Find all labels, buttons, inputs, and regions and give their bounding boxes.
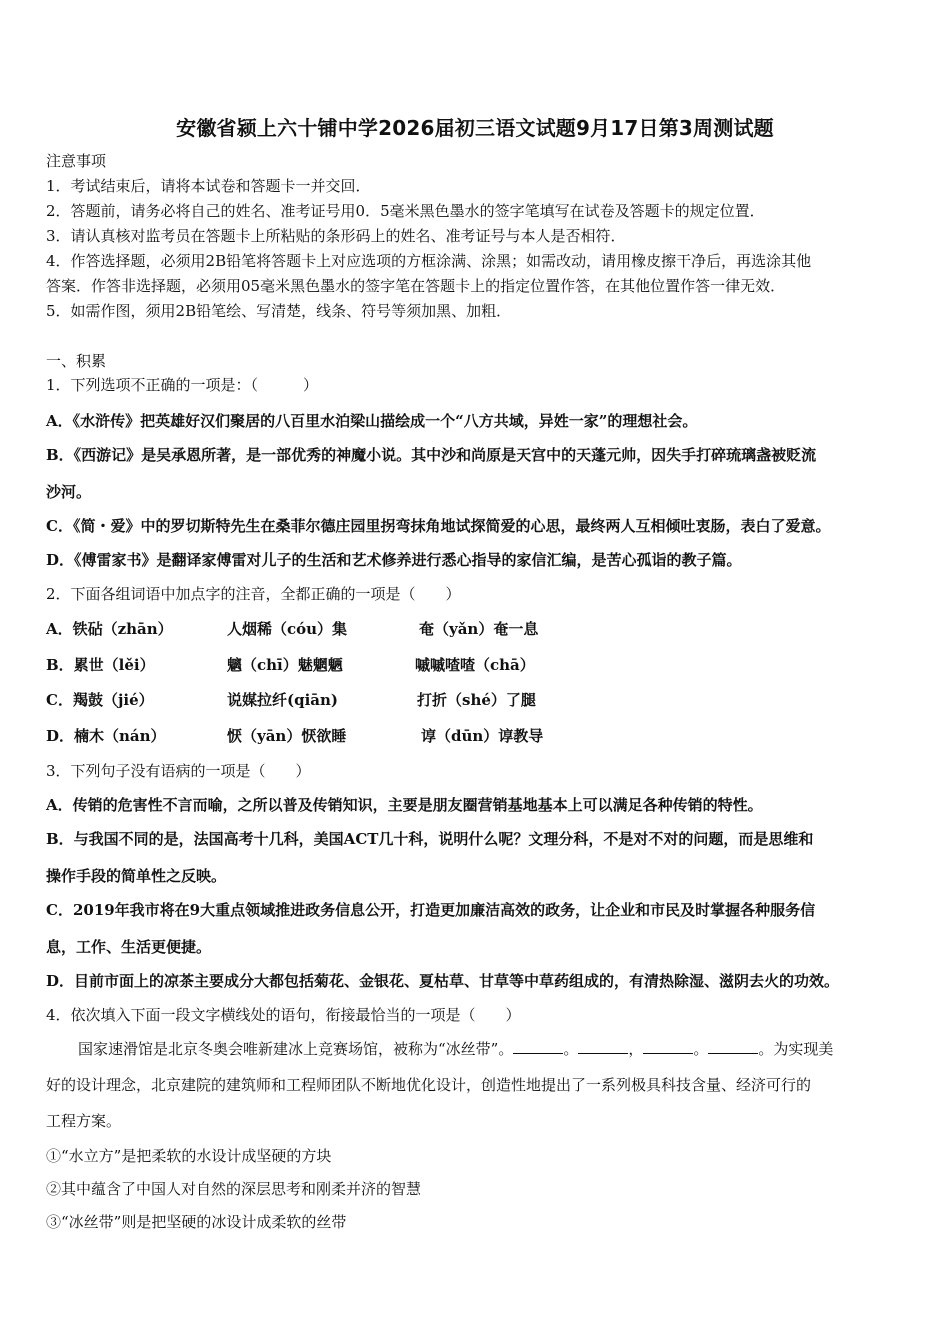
q1-option-d: D．《傅雷家书》是翻译家傅雷对儿子的生活和艺术修养进行悉心指导的家信汇编，是苦心孤诣的教子篇。 xyxy=(46,551,742,569)
q4-passage-line-2: 好的设计理念，北京建院的建筑师和工程师团队不断地优化设计，创造性地提出了一系列极具科技含量、经济可行的 xyxy=(46,1076,812,1094)
q4-sentence-option: ①“水立方”是把柔软的水设计成坚硬的方块 xyxy=(46,1147,332,1165)
q3-option-d: D．目前市面上的凉茶主要成分大都包括菊花、金银花、夏枯草、甘草等中草药组成的，有清热除湿、滋阴去火的功效。 xyxy=(46,972,840,990)
notice-item: 5．如需作图，须用2B铅笔绘、写清楚，线条、符号等须加黑、加粗． xyxy=(46,302,512,320)
q2-option-b-1: B．累世（lěi） xyxy=(46,656,155,674)
q4-passage-text: 。为实现美 xyxy=(758,1040,834,1058)
notice-item: 4．作答选择题，必须用2B铅笔将答题卡上对应选项的方框涂满、涂黑；如需改动，请用橡皮擦干净后，再选涂其他 xyxy=(46,252,812,270)
q2-option-b-3: 嘁嘁喳喳（chā） xyxy=(415,656,535,674)
q4-passage-text: 国家速滑馆是北京冬奥会唯新建冰上竞赛场馆，被称为“冰丝带”。 xyxy=(78,1040,514,1058)
answer-blank-3 xyxy=(643,1053,693,1054)
answer-blank-2 xyxy=(578,1053,628,1054)
notice-heading: 注意事项 xyxy=(46,152,107,170)
answer-blank-1 xyxy=(513,1053,563,1054)
q2-option-d-1: D．楠木（nán） xyxy=(46,727,166,745)
q2-option-a-3: 奄（yǎn）奄一息 xyxy=(419,620,539,638)
q1-option-a: A．《水浒传》把英雄好汉们聚居的八百里水泊梁山描绘成一个“八方共域，异姓一家”的理想社会。 xyxy=(46,412,698,430)
q1-option-b: B．《西游记》是吴承恩所著，是一部优秀的神魔小说。其中沙和尚原是天宫中的天蓬元帅，因失手打碎琉璃盏被贬流 xyxy=(46,446,817,464)
q2-option-a-1: A．铁砧（zhān） xyxy=(46,620,173,638)
q2-option-c-1: C．羯鼓（jié） xyxy=(46,691,154,709)
q2-option-b-2: 魑（chī）魅魍魉 xyxy=(227,656,343,674)
q2-option-d-3: 谆（dūn）谆教导 xyxy=(421,727,544,745)
q4-passage-line-3: 工程方案。 xyxy=(46,1112,122,1130)
q4-sentence-option: ③“冰丝带”则是把坚硬的冰设计成柔软的丝带 xyxy=(46,1213,347,1231)
q3-option-b: B．与我国不同的是，法国高考十几科，美国ACT几十科，说明什么呢？文理分科，不是对不对的问题，而是思维和 xyxy=(46,830,814,848)
q1-option-c: C．《简・爱》中的罗切斯特先生在桑菲尔德庄园里拐弯抹角地试探简爱的心思，最终两人互相倾吐衷肠，表白了爱意。 xyxy=(46,517,831,535)
q4-passage-line-1 xyxy=(46,1039,908,1059)
question-4-stem: 4．依次填入下面一段文字横线处的语句，衔接最恰当的一项是（ ） xyxy=(46,1006,521,1024)
q1-option-b-cont: 沙河。 xyxy=(46,483,92,501)
question-3-stem: 3．下列句子没有语病的一项是（ ） xyxy=(46,762,311,780)
notice-item: 1．考试结束后，请将本试卷和答题卡一并交回． xyxy=(46,177,371,195)
notice-item: 2．答题前，请务必将自己的姓名、准考证号用0．5毫米黑色墨水的签字笔填写在试卷及答题卡的规定位置． xyxy=(46,202,765,220)
question-1-stem: 1．下列选项不正确的一项是：（ ） xyxy=(46,376,319,394)
q3-option-b-cont: 操作手段的简单性之反映。 xyxy=(46,867,227,885)
notice-item: 答案．作答非选择题，必须用05毫米黑色墨水的签字笔在答题卡上的指定位置作答，在其他位置作答一律无效． xyxy=(46,277,786,295)
q4-sep: 。 xyxy=(563,1040,579,1058)
page-title: 安徽省颍上六十铺中学2026届初三语文试题9月17日第3周测试题 xyxy=(176,116,774,140)
q2-option-d-2: 恹（yān）恹欲睡 xyxy=(227,727,347,745)
q2-option-c-2: 说媒拉纤(qiān) xyxy=(227,691,339,709)
notice-item: 3．请认真核对监考员在答题卡上所粘贴的条形码上的姓名、准考证号与本人是否相符． xyxy=(46,227,626,245)
q2-option-a-2: 人烟稀（cóu）集 xyxy=(227,620,348,638)
q4-sep: ， xyxy=(628,1040,644,1058)
question-2-stem: 2．下面各组词语中加点字的注音，全都正确的一项是（ ） xyxy=(46,585,461,603)
q2-option-c-3: 打折（shé）了腿 xyxy=(417,691,536,709)
answer-blank-4 xyxy=(708,1053,758,1054)
q3-option-c-cont: 息，工作、生活更便捷。 xyxy=(46,938,212,956)
q3-option-c: C．2019年我市将在9大重点领域推进政务信息公开，打造更加廉洁高效的政务，让企业和市民及时掌握各种服务信 xyxy=(46,901,816,919)
section-heading: 一、积累 xyxy=(46,352,107,370)
q4-sentence-option: ②其中蕴含了中国人对自然的深层思考和刚柔并济的智慧 xyxy=(46,1180,422,1198)
q4-sep: 。 xyxy=(693,1040,709,1058)
q3-option-a: A．传销的危害性不言而喻，之所以普及传销知识，主要是朋友圈营销基地基本上可以满足各种传销的特性。 xyxy=(46,796,763,814)
